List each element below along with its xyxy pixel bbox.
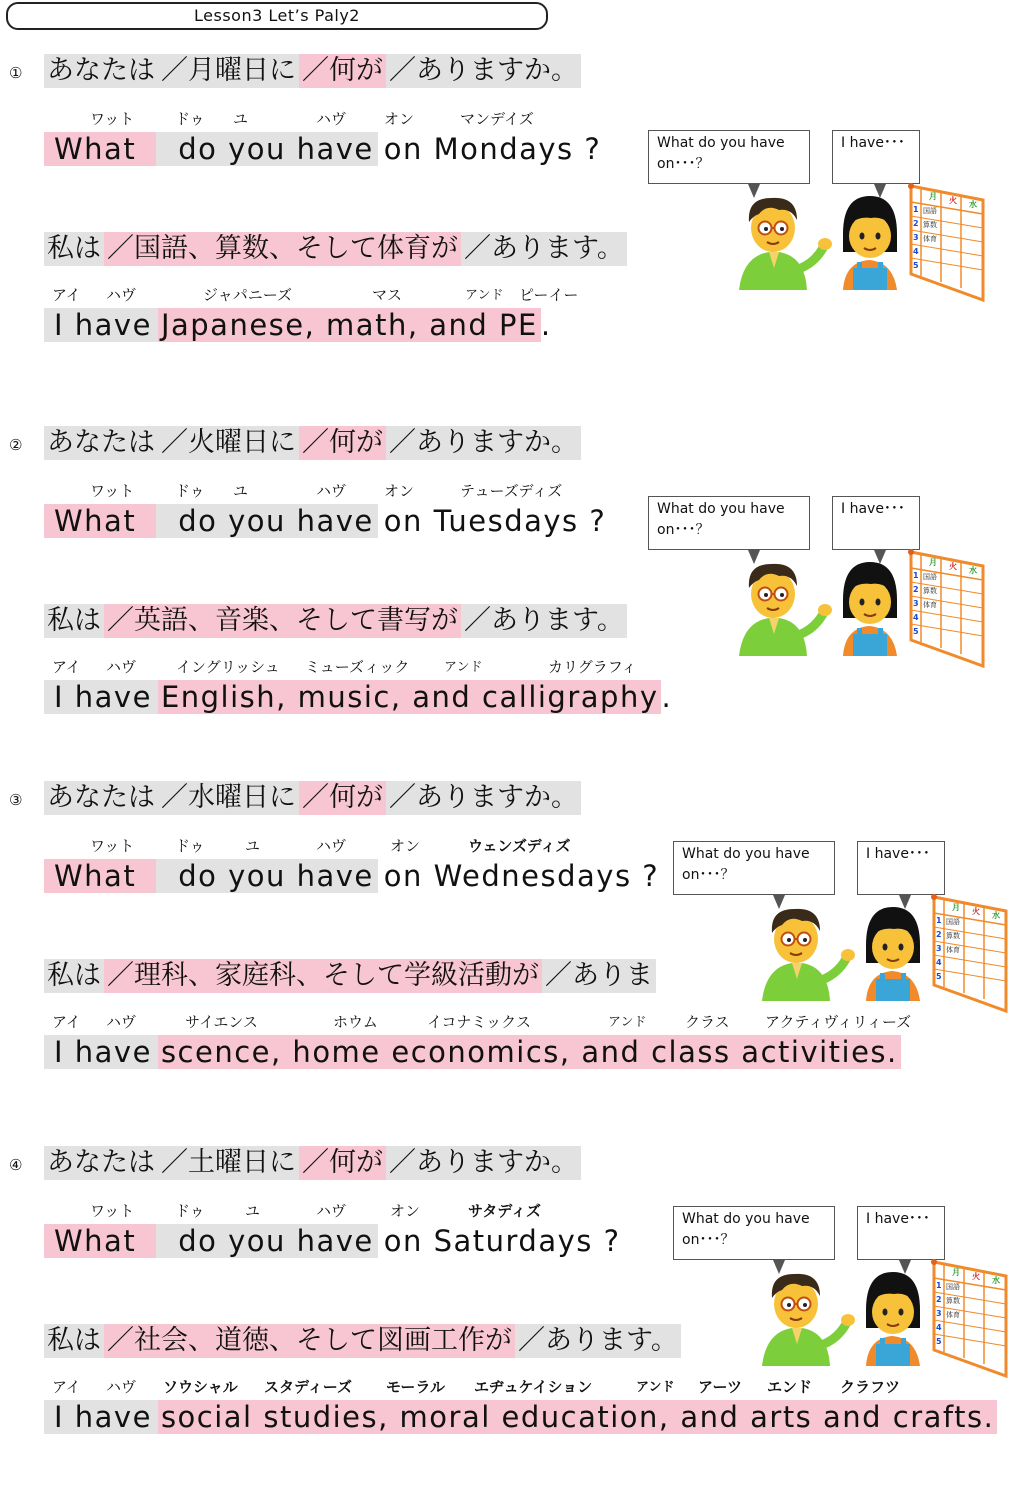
reading-katakana: オン bbox=[390, 837, 421, 855]
answer-en-segment: Japanese, math, and PE bbox=[158, 308, 541, 342]
timetable-day: 水 bbox=[969, 566, 977, 575]
answer-reading bbox=[0, 1376, 1000, 1396]
question-japanese bbox=[44, 781, 581, 815]
timetable-subject: 算数 bbox=[946, 932, 960, 940]
question-en-segment: do you have bbox=[156, 859, 378, 893]
reading-katakana: ハヴ bbox=[106, 658, 137, 676]
answer-jp-segment: 私は bbox=[44, 1324, 104, 1358]
answer-japanese bbox=[44, 959, 656, 993]
answer-reading bbox=[0, 1011, 1000, 1031]
question-japanese bbox=[44, 426, 581, 460]
speech-bubble-question: What do you have on･･･？ bbox=[648, 130, 810, 184]
answer-japanese bbox=[44, 1324, 681, 1358]
question-jp-segment: ／何が bbox=[299, 54, 386, 88]
reading-katakana: ワット bbox=[90, 1202, 135, 1220]
question-jp-segment: あなたは bbox=[44, 54, 158, 88]
timetable-day: 水 bbox=[969, 200, 977, 209]
question-jp-segment: ／ありますか。 bbox=[386, 54, 581, 88]
reading-katakana: アンド bbox=[608, 1015, 647, 1030]
reading-katakana: アンド bbox=[636, 1380, 675, 1395]
question-english bbox=[44, 1224, 623, 1258]
timetable-period: 2 bbox=[936, 930, 942, 939]
timetable-period: 1 bbox=[936, 916, 942, 925]
item-number: ④ bbox=[9, 1156, 23, 1174]
question-en-segment: on Saturdays ? bbox=[383, 1224, 621, 1258]
lesson-block bbox=[0, 52, 1017, 412]
timetable-period: 1 bbox=[936, 1281, 942, 1290]
timetable-subject: 算数 bbox=[946, 1297, 960, 1305]
reading-katakana: ハヴ bbox=[316, 1202, 347, 1220]
answer-jp-segment: ／社会、道徳、そして図画工作が bbox=[104, 1324, 515, 1358]
question-jp-segment: ／何が bbox=[299, 781, 386, 815]
question-jp-segment: ／ありますか。 bbox=[386, 1146, 581, 1180]
reading-katakana: ワット bbox=[90, 837, 135, 855]
question-jp-segment: ／土曜日に bbox=[158, 1146, 299, 1180]
question-jp-segment: ／何が bbox=[299, 426, 386, 460]
reading-katakana: イコナミックス bbox=[427, 1013, 531, 1031]
timetable-subject: 国語 bbox=[946, 918, 960, 926]
reading-katakana: ドゥ bbox=[175, 837, 205, 855]
timetable-period: 5 bbox=[936, 972, 942, 981]
reading-katakana: マンデイズ bbox=[460, 110, 534, 128]
reading-katakana: エンド bbox=[767, 1378, 813, 1396]
timetable-day: 月 bbox=[952, 1268, 960, 1277]
reading-katakana: モーラル bbox=[386, 1378, 445, 1396]
timetable-subject: 国語 bbox=[923, 573, 937, 581]
question-jp-segment: あなたは bbox=[44, 1146, 158, 1180]
timetable-board bbox=[907, 182, 985, 302]
answer-english bbox=[44, 680, 672, 714]
timetable-day: 月 bbox=[929, 558, 937, 567]
answer-jp-segment: 私は bbox=[44, 959, 104, 993]
reading-katakana: クラス bbox=[685, 1013, 730, 1031]
timetable-board bbox=[930, 893, 1008, 1013]
timetable-day: 火 bbox=[972, 1272, 980, 1281]
question-english bbox=[44, 504, 609, 538]
timetable-day: 水 bbox=[992, 911, 1000, 920]
question-en-segment: What bbox=[44, 859, 156, 893]
reading-katakana: サイエンス bbox=[185, 1013, 258, 1031]
timetable-period: 3 bbox=[936, 1309, 942, 1318]
answer-jp-segment: ／あります。 bbox=[461, 232, 627, 266]
answer-jp-segment: 私は bbox=[44, 232, 104, 266]
reading-katakana: アイ bbox=[52, 1378, 81, 1396]
question-japanese bbox=[44, 54, 581, 88]
timetable-period: 2 bbox=[913, 219, 919, 228]
timetable-period: 5 bbox=[936, 1337, 942, 1346]
reading-katakana: アイ bbox=[52, 286, 81, 304]
timetable-period: 3 bbox=[913, 233, 919, 242]
timetable-period: 1 bbox=[913, 205, 919, 214]
question-en-segment: What bbox=[44, 1224, 156, 1258]
lesson-block bbox=[0, 1144, 1017, 1504]
timetable-day: 月 bbox=[929, 192, 937, 201]
reading-katakana: ピーイー bbox=[519, 286, 579, 304]
reading-katakana: テューズディズ bbox=[460, 482, 563, 500]
item-number: ② bbox=[9, 436, 23, 454]
timetable-day: 火 bbox=[949, 562, 957, 571]
reading-katakana: ジャパニーズ bbox=[203, 286, 292, 304]
reading-katakana: オン bbox=[384, 482, 415, 500]
answer-jp-segment: ／あります。 bbox=[515, 1324, 681, 1358]
reading-katakana: ホウム bbox=[333, 1013, 378, 1031]
answer-reading bbox=[0, 656, 1000, 676]
timetable-subject: 国語 bbox=[946, 1283, 960, 1291]
reading-katakana: ハヴ bbox=[316, 837, 347, 855]
reading-katakana: アーツ bbox=[698, 1378, 742, 1396]
speech-bubble-question: What do you have on･･･？ bbox=[648, 496, 810, 550]
reading-katakana: カリグラフィ bbox=[548, 658, 637, 676]
answer-english bbox=[44, 308, 552, 342]
reading-katakana: アイ bbox=[52, 658, 81, 676]
timetable-period: 4 bbox=[913, 613, 919, 622]
answer-en-segment: scence, home economics, and class activities. bbox=[158, 1035, 901, 1069]
answer-en-segment: social studies, moral education, and arts and crafts. bbox=[158, 1400, 997, 1434]
question-japanese bbox=[44, 1146, 581, 1180]
reading-katakana: ユ bbox=[245, 837, 261, 855]
answer-en-segment: . bbox=[661, 680, 673, 714]
reading-katakana: ハヴ bbox=[106, 286, 137, 304]
timetable-period: 2 bbox=[913, 585, 919, 594]
girl-illustration bbox=[860, 1266, 926, 1366]
speech-bubble-answer: I have･･･ bbox=[832, 130, 920, 184]
question-jp-segment: ／ありますか。 bbox=[386, 781, 581, 815]
boy-illustration bbox=[735, 190, 835, 290]
reading-katakana: アンド bbox=[444, 660, 483, 675]
reading-katakana: アンド bbox=[465, 288, 504, 303]
speech-bubble-answer: I have･･･ bbox=[857, 841, 945, 895]
answer-en-segment: . bbox=[540, 308, 552, 342]
question-jp-segment: あなたは bbox=[44, 781, 158, 815]
answer-english bbox=[44, 1035, 901, 1069]
timetable-subject: 体育 bbox=[923, 601, 937, 609]
answer-en-segment: I have bbox=[44, 308, 158, 342]
lesson-block bbox=[0, 779, 1017, 1139]
timetable-period: 5 bbox=[913, 627, 919, 636]
reading-katakana: スタディーズ bbox=[264, 1378, 353, 1396]
reading-katakana: ハヴ bbox=[316, 482, 347, 500]
reading-katakana: ウェンズディズ bbox=[468, 837, 571, 855]
speech-bubble-answer: I have･･･ bbox=[857, 1206, 945, 1260]
girl-illustration bbox=[837, 190, 903, 290]
answer-jp-segment: 私は bbox=[44, 604, 104, 638]
timetable-period: 4 bbox=[936, 958, 942, 967]
item-number: ① bbox=[9, 64, 23, 82]
timetable-day: 月 bbox=[952, 903, 960, 912]
reading-katakana: アクティヴィリィーズ bbox=[765, 1013, 912, 1031]
timetable-day: 火 bbox=[972, 907, 980, 916]
reading-katakana: ユ bbox=[233, 482, 249, 500]
reading-katakana: イングリッシュ bbox=[176, 658, 280, 676]
question-reading bbox=[0, 108, 1000, 128]
answer-jp-segment: ／理科、家庭科、そして学級活動が bbox=[104, 959, 542, 993]
question-jp-segment: ／何が bbox=[299, 1146, 386, 1180]
timetable-board bbox=[907, 548, 985, 668]
girl-illustration bbox=[860, 901, 926, 1001]
question-en-segment: do you have bbox=[156, 504, 378, 538]
question-en-segment: on Tuesdays ? bbox=[383, 504, 607, 538]
question-jp-segment: ／火曜日に bbox=[158, 426, 299, 460]
timetable-period: 4 bbox=[913, 247, 919, 256]
lesson-title: Lesson3 Let’s Paly2 bbox=[6, 2, 548, 30]
question-en-segment: What bbox=[44, 132, 156, 166]
question-jp-segment: あなたは bbox=[44, 426, 158, 460]
timetable-subject: 国語 bbox=[923, 207, 937, 215]
timetable-period: 2 bbox=[936, 1295, 942, 1304]
reading-katakana: ワット bbox=[90, 482, 135, 500]
question-reading bbox=[0, 835, 1000, 855]
timetable-period: 3 bbox=[913, 599, 919, 608]
answer-english bbox=[44, 1400, 997, 1434]
timetable-subject: 体育 bbox=[946, 1311, 960, 1319]
question-english bbox=[44, 132, 604, 166]
question-jp-segment: ／水曜日に bbox=[158, 781, 299, 815]
girl-illustration bbox=[837, 556, 903, 656]
timetable-subject: 体育 bbox=[923, 235, 937, 243]
question-en-segment: do you have bbox=[156, 1224, 378, 1258]
timetable-period: 1 bbox=[913, 571, 919, 580]
question-reading bbox=[0, 1200, 1000, 1220]
answer-jp-segment: ／英語、音楽、そして書写が bbox=[104, 604, 461, 638]
timetable-subject: 算数 bbox=[923, 587, 937, 595]
reading-katakana: エヂュケイション bbox=[474, 1378, 593, 1396]
boy-illustration bbox=[758, 1266, 858, 1366]
answer-en-segment: English, music, and calligraphy bbox=[158, 680, 662, 714]
reading-katakana: クラフツ bbox=[840, 1378, 901, 1396]
answer-en-segment: I have bbox=[44, 1035, 158, 1069]
question-english bbox=[44, 859, 662, 893]
reading-katakana: ドゥ bbox=[175, 110, 205, 128]
reading-katakana: ハヴ bbox=[106, 1378, 137, 1396]
answer-japanese bbox=[44, 232, 627, 266]
answer-en-segment: I have bbox=[44, 680, 158, 714]
reading-katakana: ユ bbox=[233, 110, 249, 128]
question-en-segment: on Wednesdays ? bbox=[383, 859, 660, 893]
answer-jp-segment: ／あります。 bbox=[461, 604, 627, 638]
reading-katakana: サタディズ bbox=[468, 1202, 542, 1220]
speech-bubble-question: What do you have on･･･？ bbox=[673, 841, 835, 895]
reading-katakana: オン bbox=[390, 1202, 421, 1220]
reading-katakana: ハヴ bbox=[316, 110, 347, 128]
timetable-period: 5 bbox=[913, 261, 919, 270]
timetable-period: 4 bbox=[936, 1323, 942, 1332]
answer-jp-segment: ／ありま bbox=[542, 959, 656, 993]
reading-katakana: ワット bbox=[90, 110, 135, 128]
speech-bubble-question: What do you have on･･･？ bbox=[673, 1206, 835, 1260]
boy-illustration bbox=[735, 556, 835, 656]
speech-bubble-answer: I have･･･ bbox=[832, 496, 920, 550]
reading-katakana: ドゥ bbox=[175, 482, 205, 500]
question-en-segment: What bbox=[44, 504, 156, 538]
reading-katakana: アイ bbox=[52, 1013, 81, 1031]
reading-katakana: ドゥ bbox=[175, 1202, 205, 1220]
boy-illustration bbox=[758, 901, 858, 1001]
reading-katakana: ユ bbox=[245, 1202, 261, 1220]
reading-katakana: マス bbox=[372, 286, 403, 304]
question-jp-segment: ／ありますか。 bbox=[386, 426, 581, 460]
reading-katakana: ミューズィック bbox=[305, 658, 410, 676]
reading-katakana: ハヴ bbox=[106, 1013, 137, 1031]
answer-japanese bbox=[44, 604, 627, 638]
answer-jp-segment: ／国語、算数、そして体育が bbox=[104, 232, 461, 266]
question-en-segment: on Mondays ? bbox=[383, 132, 602, 166]
timetable-day: 水 bbox=[992, 1276, 1000, 1285]
answer-en-segment: I have bbox=[44, 1400, 158, 1434]
timetable-subject: 体育 bbox=[946, 946, 960, 954]
timetable-period: 3 bbox=[936, 944, 942, 953]
timetable-subject: 算数 bbox=[923, 221, 937, 229]
timetable-board bbox=[930, 1258, 1008, 1378]
timetable-day: 火 bbox=[949, 196, 957, 205]
reading-katakana: オン bbox=[384, 110, 415, 128]
reading-katakana: ソウシャル bbox=[163, 1378, 238, 1396]
lesson-block bbox=[0, 424, 1017, 784]
question-jp-segment: ／月曜日に bbox=[158, 54, 299, 88]
question-en-segment: do you have bbox=[156, 132, 378, 166]
item-number: ③ bbox=[9, 791, 23, 809]
